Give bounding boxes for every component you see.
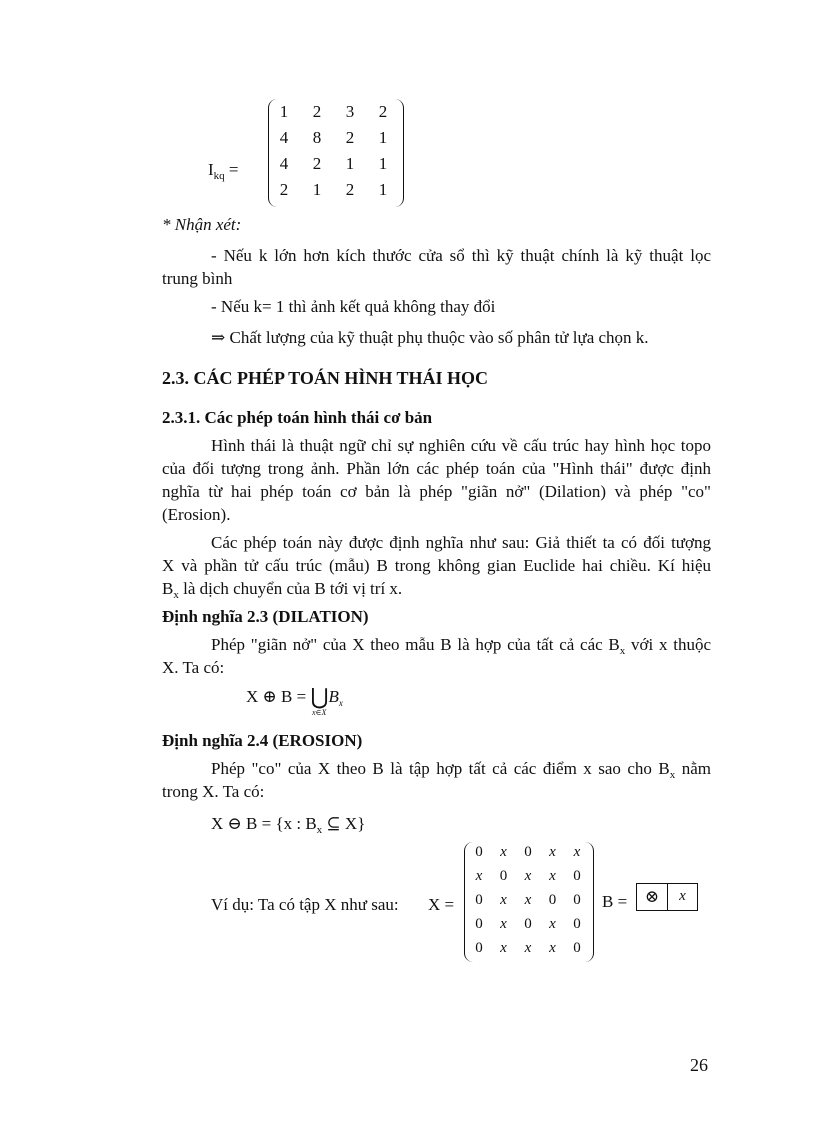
- matrix-cell: x: [500, 940, 507, 956]
- matrix-cell: 4: [279, 154, 289, 173]
- ikq-label: $I_{kq}$ =: [208, 160, 239, 182]
- matrix-cell: 1: [378, 180, 388, 199]
- matrix-cell: 0: [475, 892, 483, 908]
- matrix-cell: 0: [573, 892, 581, 908]
- matrix-cell: x: [573, 844, 581, 860]
- def23-title: Định nghĩa 2.3 (DILATION): [162, 607, 369, 626]
- matrix-cell: x: [524, 892, 532, 908]
- matrix-cell: 1: [378, 128, 388, 147]
- matrix-cell: 4: [279, 128, 289, 147]
- para1-line4: (Erosion).: [162, 505, 231, 524]
- matrix-cell: 0: [573, 940, 581, 956]
- page-number: 26: [690, 1055, 708, 1075]
- matrix-x: [464, 842, 594, 962]
- matrix-cell: x: [549, 916, 556, 932]
- example-x-label: X =: [428, 895, 455, 914]
- remark-conclusion: ⇒ Chất lượng của kỹ thuật phụ thuộc vào số phân tử lựa chọn k.: [211, 328, 649, 347]
- matrix-cell: x: [549, 868, 556, 884]
- b-cell-x: x: [679, 888, 686, 904]
- matrix-cell: 8: [312, 128, 322, 147]
- def23-line2: X. Ta có:: [162, 658, 225, 677]
- matrix-ikq: [268, 99, 404, 207]
- def24-line1: Phép "co" của X theo B là tập hợp tất cả các điểm x sao cho $B_x$ nằm: [211, 759, 711, 781]
- matrix-cell: 0: [475, 844, 483, 860]
- matrix-cell: 1: [378, 154, 388, 173]
- erosion-formula: X ⊖ B = {x : $B_x$ ⊆ X}: [211, 814, 366, 836]
- def24-line2: trong X. Ta có:: [162, 782, 265, 801]
- matrix-cell: 0: [573, 868, 581, 884]
- matrix-cell: 2: [312, 102, 322, 121]
- para1-line2: của đối tượng trong ảnh. Phần lớn các phép toán của "Hình thái" được định: [162, 459, 711, 478]
- matrix-cell: 1: [312, 180, 322, 199]
- para1-line3: nghĩa từ hai phép toán cơ bản là phép "giãn nở" (Dilation) và phép "co": [162, 482, 711, 501]
- matrix-cell: 2: [312, 154, 322, 173]
- matrix-cell: x: [500, 844, 507, 860]
- remark-item-1-cont: trung bình: [162, 269, 233, 288]
- matrix-cell: 1: [345, 154, 355, 173]
- matrix-cell: 1: [279, 102, 289, 121]
- remark-item-1: - Nếu k lớn hơn kích thước cửa sổ thì kỹ thuật chính là kỹ thuật lọc: [211, 246, 711, 265]
- dilation-formula: X ⊕ $B = ⋃B_x$: [246, 684, 343, 709]
- matrix-cell: 2: [279, 180, 289, 199]
- matrix-cell: x: [500, 916, 507, 932]
- section-title: 2.3. CÁC PHÉP TOÁN HÌNH THÁI HỌC: [162, 368, 489, 388]
- matrix-cell: x: [524, 940, 532, 956]
- matrix-cell: 0: [524, 844, 532, 860]
- para2-line2: X và phần tử cấu trúc (mẫu) B trong không gian Euclide hai chiều. Kí hiệu: [162, 556, 711, 575]
- matrix-cell: 0: [524, 916, 532, 932]
- remark-item-2: - Nếu k= 1 thì ảnh kết quả không thay đổi: [211, 297, 496, 316]
- matrix-cell: 0: [499, 868, 508, 884]
- para2-line3: $B_x$ là dịch chuyển của B tới vị trí x.: [162, 579, 403, 601]
- matrix-cell: 3: [345, 102, 355, 121]
- remark-heading: * Nhận xét:: [162, 215, 242, 234]
- matrix-cell: 0: [475, 916, 483, 932]
- b-cell-center: ⊗: [637, 884, 668, 910]
- matrix-cell: x: [549, 844, 556, 860]
- b-structuring-element: [636, 883, 698, 911]
- matrix-cell: 0: [475, 940, 483, 956]
- example-text: Ví dụ: Ta có tập X như sau:: [211, 895, 399, 914]
- para1-line1: Hình thái là thuật ngữ chỉ sự nghiên cứu về cấu trúc hay hình học topo: [211, 436, 711, 455]
- dilation-union-index: x∈X: [312, 708, 327, 717]
- matrix-cell: 2: [345, 180, 355, 199]
- matrix-cell: 2: [378, 102, 388, 121]
- matrix-cell: x: [524, 868, 532, 884]
- example-b-label: B =: [602, 892, 628, 911]
- matrix-cell: 0: [548, 892, 557, 908]
- matrix-cell: x: [549, 940, 556, 956]
- def24-title: Định nghĩa 2.4 (EROSION): [162, 731, 363, 750]
- para2-line1: Các phép toán này được định nghĩa như sau: Giả thiết ta có đối tượng: [211, 533, 711, 552]
- matrix-cell: 0: [573, 916, 581, 932]
- matrix-cell: 2: [345, 128, 355, 147]
- matrix-cell: x: [500, 892, 507, 908]
- matrix-cell: x: [475, 868, 483, 884]
- subsection-title: 2.3.1. Các phép toán hình thái cơ bản: [162, 408, 433, 427]
- def23-line1: Phép "giãn nở" của X theo mẫu B là hợp của tất cả các $B_x$ với x thuộc: [211, 635, 711, 657]
